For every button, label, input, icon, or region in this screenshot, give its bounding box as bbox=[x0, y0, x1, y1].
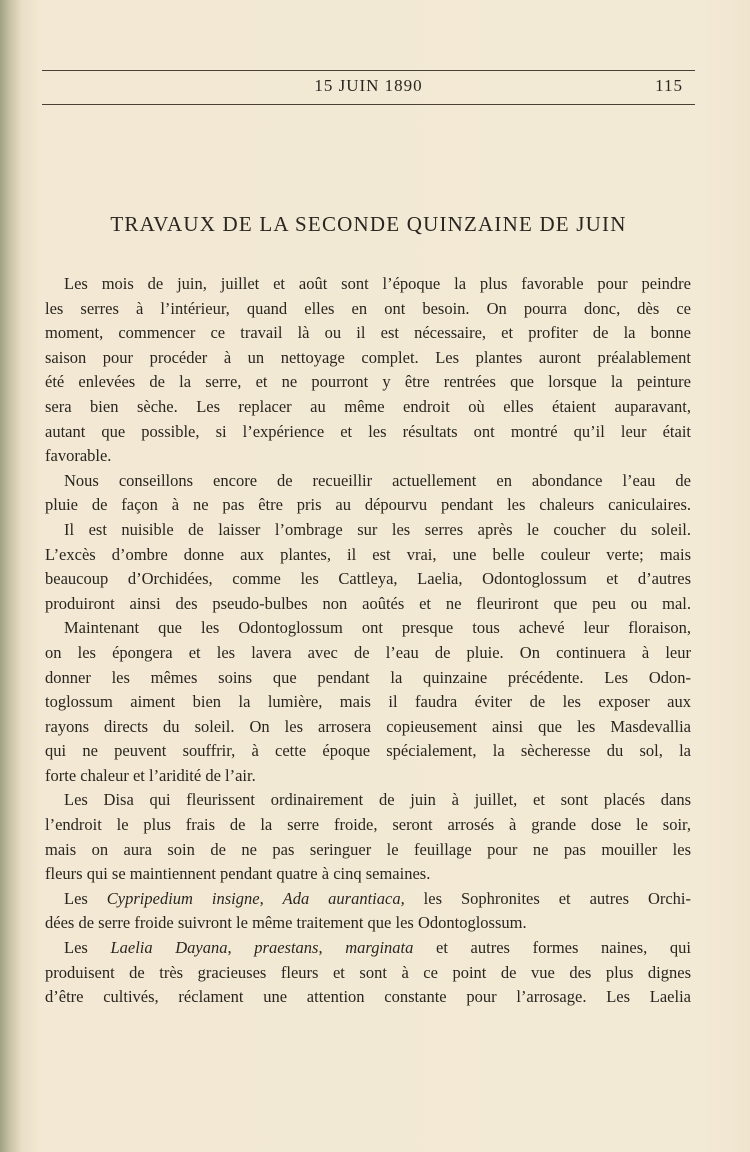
text-line: Il est nuisible de laisser l’ombrage sur les serres après le coucher du soleil. bbox=[64, 519, 691, 539]
text-line: forte chaleur et l’aridité de l’air. bbox=[45, 765, 256, 785]
species-name: Cypripedium insigne bbox=[106, 888, 260, 908]
text-line: favorable. bbox=[45, 446, 112, 466]
text-line: les serres à l’intérieur, quand elles en ont besoin. On pourra donc, dès ce bbox=[45, 298, 691, 318]
text-line: fleurs qui se maintiennent pendant quatre à cinq semaines. bbox=[45, 864, 431, 884]
running-header bbox=[42, 76, 695, 100]
text-run: Les bbox=[64, 888, 107, 908]
text-line: Nous conseillons encore de recueillir actuellement en abondance l’eau de bbox=[64, 470, 691, 490]
text-line: rayons directs du soleil. On les arrosera copieusement ainsi que les Masdevallia bbox=[45, 716, 691, 736]
text-run: et autres formes naines, qui bbox=[413, 938, 692, 958]
text-line: produisent de très gracieuses fleurs et sont à ce point de vue des plus dignes bbox=[45, 962, 691, 982]
text-line: toglossum aiment bien la lumière, mais il faudra éviter de les exposer aux bbox=[45, 692, 691, 712]
text-line: L’excès d’ombre donne aux plantes, il est vrai, une belle couleur verte; mais bbox=[45, 544, 691, 564]
text-line: autant que possible, si l’expérience et les résultats ont montré qu’il leur était bbox=[45, 421, 691, 441]
article-title: TRAVAUX DE LA SECONDE QUINZAINE DE JUIN bbox=[110, 212, 627, 236]
text-line: moment, commencer ce travail là ou il est nécessaire, et profiter de la bonne bbox=[45, 323, 691, 343]
species-name: Laelia Dayana bbox=[110, 938, 228, 958]
header-rule-bottom bbox=[42, 104, 695, 105]
text-line: sera bien sèche. Les replacer au même endroit où elles étaient auparavant, bbox=[45, 396, 691, 416]
text-run: , bbox=[259, 888, 283, 908]
text-line: qui ne peuvent souffrir, à cette époque spécialement, la sècheresse du sol, la bbox=[45, 741, 691, 761]
text-line bbox=[45, 936, 691, 961]
text-line: été enlevées de la serre, et ne pourront y être rentrées que lorsque la peinture bbox=[45, 372, 691, 392]
text-run: les Sophronites et autres Orchi- bbox=[404, 888, 692, 908]
text-line: saison pour procéder à un nettoyage complet. Les plantes auront préalablement bbox=[45, 347, 691, 367]
text-run: , bbox=[227, 938, 255, 958]
text-line: mais on aura soin de ne pas seringuer le feuillage pour ne pas mouiller les bbox=[45, 839, 691, 859]
text-line: d’être cultivés, réclament une attention constante pour l’arrosage. Les Laelia bbox=[45, 987, 691, 1007]
text-run: Les bbox=[64, 938, 111, 958]
species-name: praestans bbox=[254, 938, 319, 958]
article-body bbox=[45, 272, 691, 1010]
species-name: Ada aurantiaca, bbox=[282, 888, 405, 908]
text-line: Maintenant que les Odontoglossum ont presque tous achevé leur floraison, bbox=[64, 618, 691, 638]
text-line: l’endroit le plus frais de la serre froide, seront arrosés à grande dose le soir, bbox=[45, 815, 691, 835]
text-line bbox=[45, 887, 691, 912]
text-line: Les Disa qui fleurissent ordinairement de juin à juillet, et sont placés dans bbox=[64, 790, 691, 810]
text-line: donner les mêmes soins que pendant la quinzaine précédente. Les Odon- bbox=[45, 667, 691, 687]
header-rule-top bbox=[42, 70, 695, 71]
issue-date: 15 JUIN 1890 bbox=[314, 76, 423, 95]
text-run: , bbox=[318, 938, 346, 958]
text-line: on les épongera et les lavera avec de l’eau de pluie. On continuera à leur bbox=[45, 642, 691, 662]
text-line: beaucoup d’Orchidées, comme les Cattleya, Laelia, Odontoglossum et d’autres bbox=[45, 569, 691, 589]
text-line: produiront ainsi des pseudo-bulbes non aoûtés et ne fleuriront que peu ou mal. bbox=[45, 593, 691, 613]
species-name: marginata bbox=[345, 938, 414, 958]
text-line: Les mois de juin, juillet et août sont l’époque la plus favorable pour peindre bbox=[64, 274, 691, 293]
text-line: pluie de façon à ne pas être pris au dépourvu pendant les chaleurs caniculaires. bbox=[45, 495, 691, 515]
text-line: dées de serre froide suivront le même traitement que les Odontoglossum. bbox=[45, 913, 527, 933]
page-number: 115 bbox=[655, 76, 683, 95]
